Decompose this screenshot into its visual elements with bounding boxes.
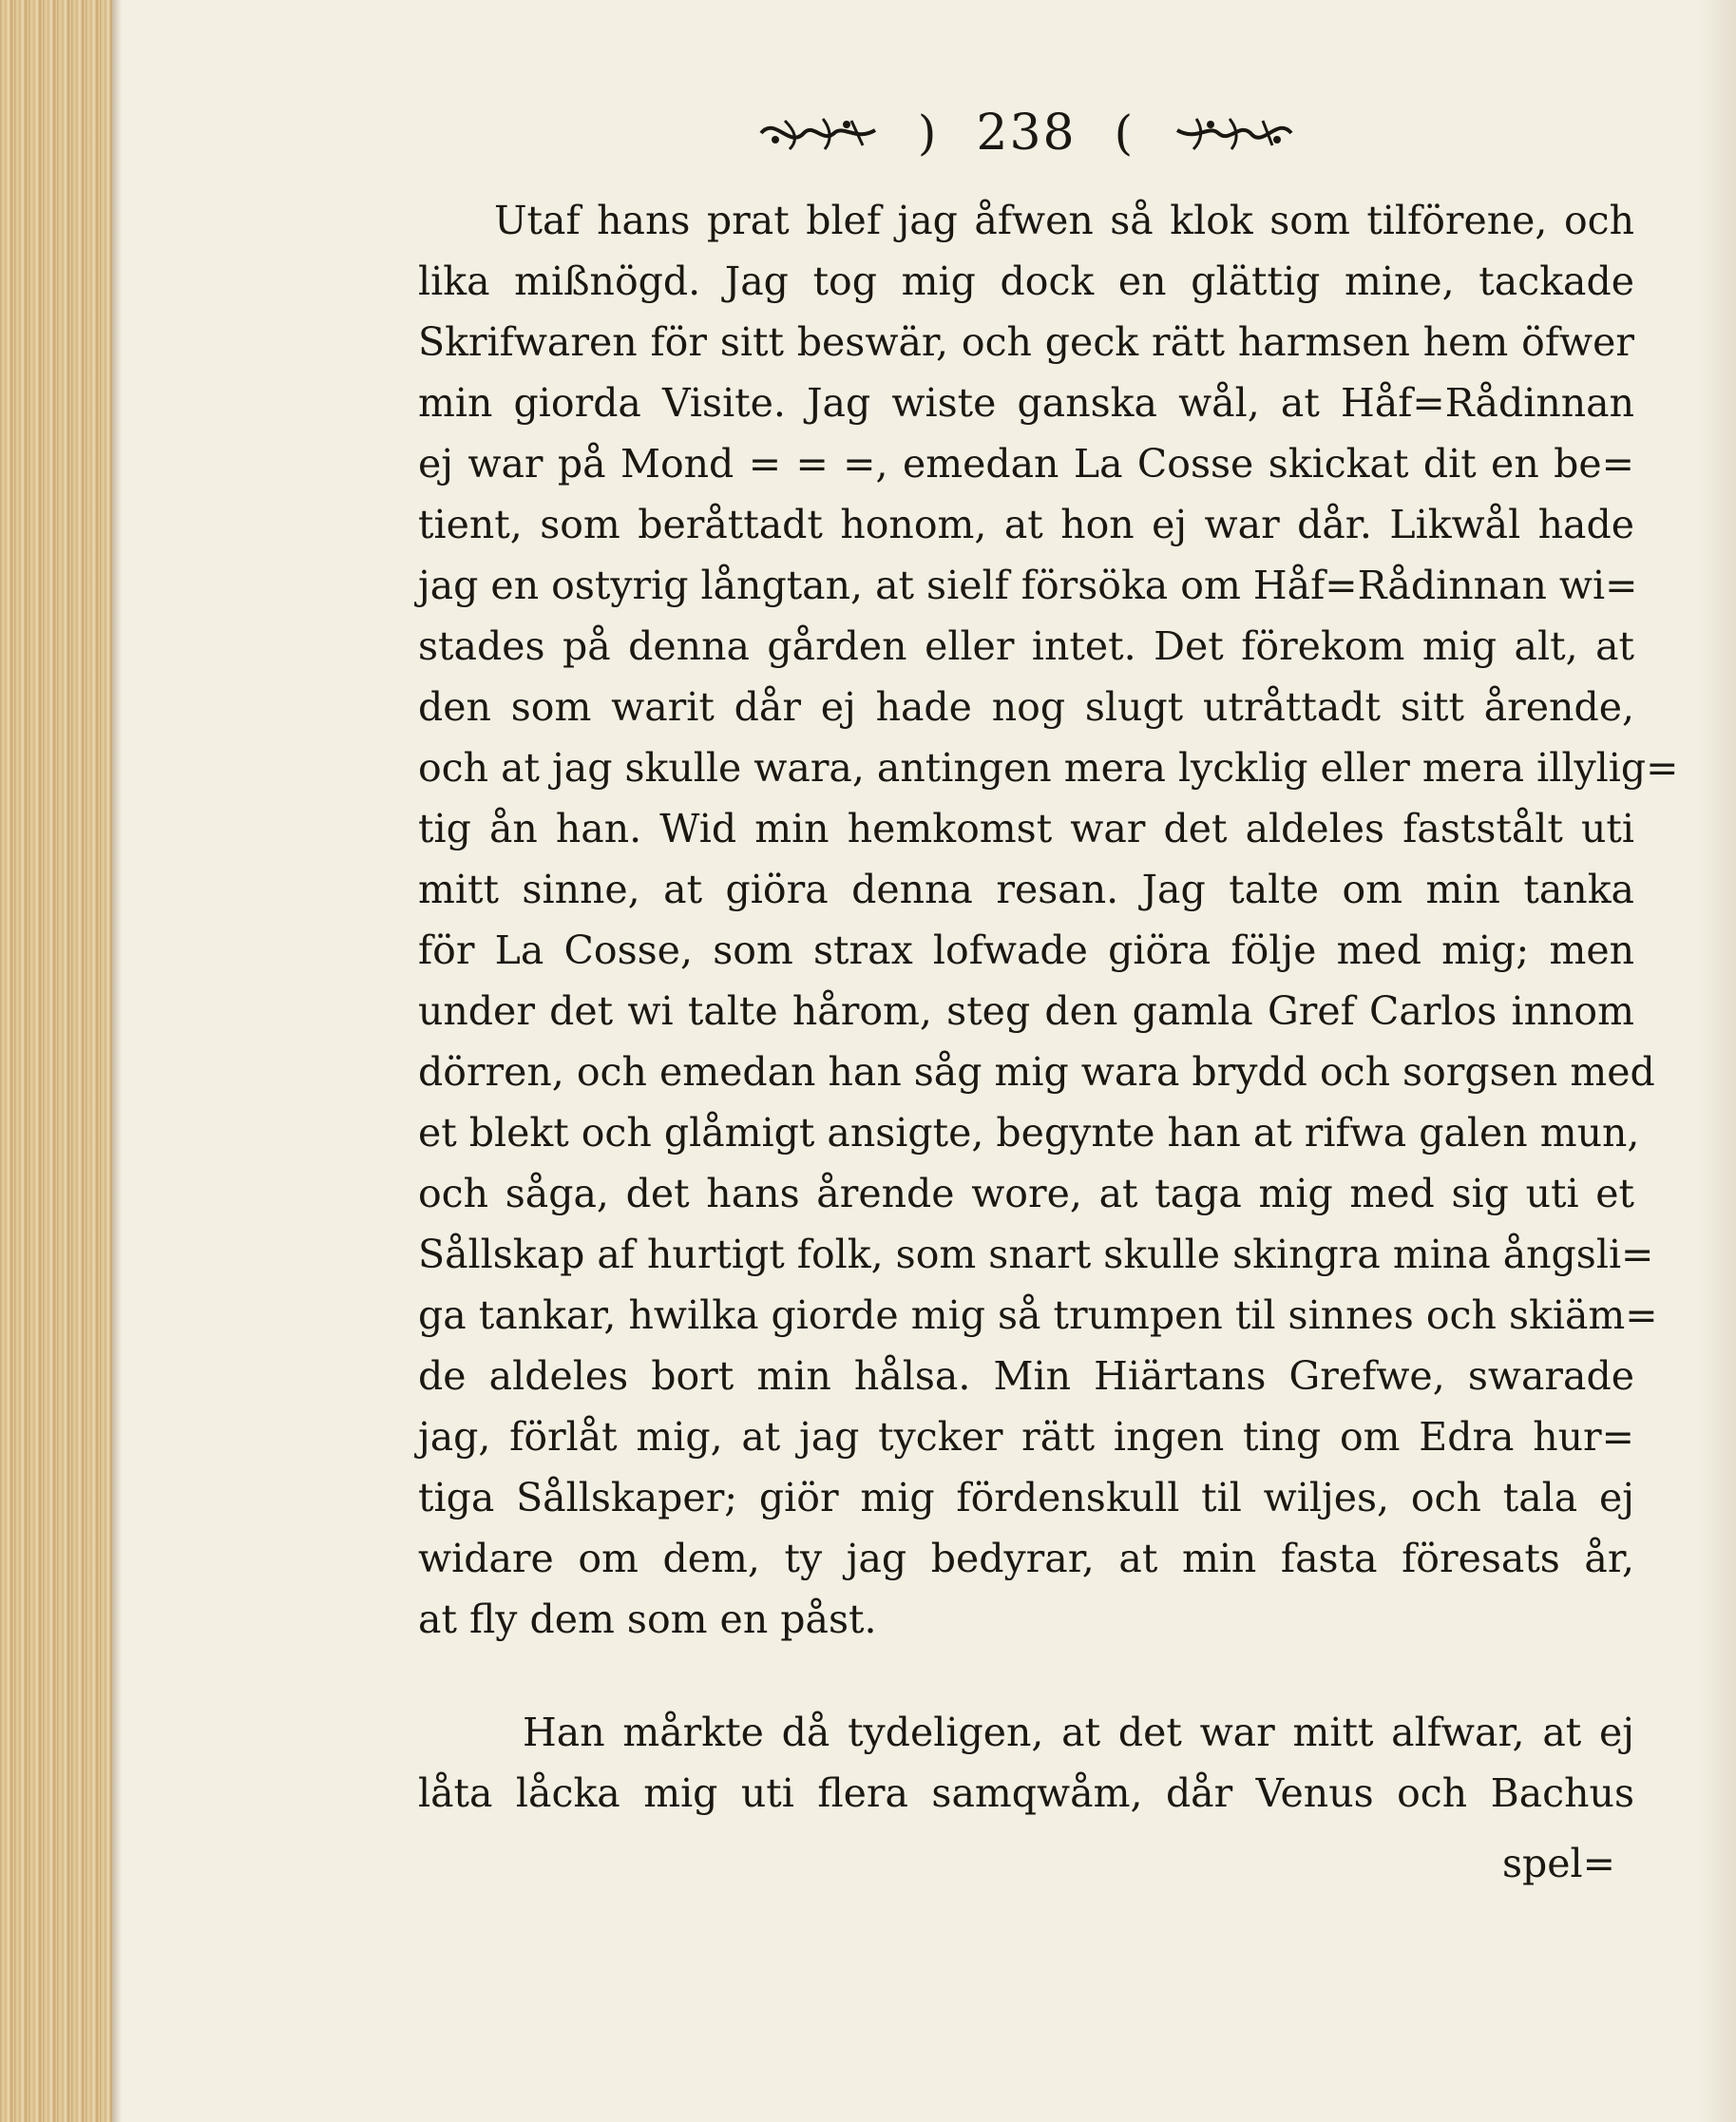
text-line: mitt sinne, at giöra denna resan. Jag talte om min tanka bbox=[418, 867, 1634, 912]
text-line: och at jag skulle wara, antingen mera lycklig eller mera illylig= bbox=[418, 745, 1679, 791]
page-header bbox=[418, 95, 1634, 171]
left-ornament-icon bbox=[756, 111, 880, 155]
text-line: för La Cosse, som strax lofwade giöra följe med mig; men bbox=[418, 927, 1634, 973]
catchword: spel= bbox=[1501, 1841, 1615, 1886]
page-number: 238 bbox=[976, 105, 1077, 162]
text-line: jag, förlåt mig, at jag tycker rätt ingen ting om Edra hur= bbox=[418, 1414, 1634, 1460]
header-bracket-left: ) bbox=[917, 105, 939, 161]
right-ornament-icon bbox=[1173, 111, 1296, 155]
text-line: dörren, och emedan han såg mig wara brydd och sorgsen med bbox=[418, 1049, 1655, 1095]
text-line: Han mårkte då tydeligen, at det war mitt alfwar, at ej bbox=[523, 1710, 1634, 1755]
book-page bbox=[418, 95, 1679, 1894]
text-line: låta låcka mig uti flera samqwåm, dår Venus och Bachus bbox=[418, 1770, 1634, 1816]
header-bracket-right: ( bbox=[1114, 105, 1135, 161]
text-line: Utaf hans prat blef jag åfwen så klok som tilförene, och bbox=[494, 198, 1634, 243]
text-line: tiga Sållskaper; giör mig fördenskull til wiljes, och tala ej bbox=[418, 1475, 1634, 1520]
text-line: jag en ostyrig långtan, at sielf försöka om Håf=Rådinnan wi= bbox=[418, 563, 1638, 608]
text-line: de aldeles bort min hålsa. Min Hiärtans Grefwe, swarade bbox=[418, 1353, 1634, 1399]
text-line: tig ån han. Wid min hemkomst war det aldeles faststålt uti bbox=[418, 806, 1634, 851]
book-binding-edge bbox=[0, 0, 112, 2122]
body-text bbox=[418, 190, 1679, 1894]
text-line: at fly dem som en påst. bbox=[418, 1596, 877, 1642]
text-line: Skrifwaren för sitt beswär, och geck rätt harmsen hem öfwer bbox=[418, 319, 1634, 365]
page-edge-shadow bbox=[1698, 0, 1736, 2122]
text-line: stades på denna gården eller intet. Det förekom mig alt, at bbox=[418, 623, 1634, 669]
text-line: Sållskap af hurtigt folk, som snart skulle skingra mina ångsli= bbox=[418, 1232, 1654, 1277]
text-line: widare om dem, ty jag bedyrar, at min fasta föresats år, bbox=[418, 1536, 1634, 1581]
text-line: ej war på Mond = = =, emedan La Cosse skickat dit en be= bbox=[418, 441, 1634, 487]
text-line: den som warit dår ej hade nog slugt utråttadt sitt årende, bbox=[418, 684, 1634, 730]
text-line: tient, som beråttadt honom, at hon ej war dår. Likwål hade bbox=[418, 502, 1634, 547]
text-line: under det wi talte hårom, steg den gamla Gref Carlos innom bbox=[418, 988, 1634, 1034]
text-line: ga tankar, hwilka giorde mig så trumpen til sinnes och skiäm= bbox=[418, 1292, 1658, 1338]
text-line: min giorda Visite. Jag wiste ganska wål, at Håf=Rådinnan bbox=[418, 380, 1634, 426]
paragraph bbox=[418, 190, 1679, 1650]
text-line: et blekt och glåmigt ansigte, begynte han at rifwa galen mun, bbox=[418, 1110, 1640, 1156]
paragraph bbox=[418, 1702, 1634, 1824]
text-line: lika mißnögd. Jag tog mig dock en glättig mine, tackade bbox=[418, 258, 1634, 304]
text-line: och såga, det hans årende wore, at taga mig med sig uti et bbox=[418, 1171, 1634, 1216]
